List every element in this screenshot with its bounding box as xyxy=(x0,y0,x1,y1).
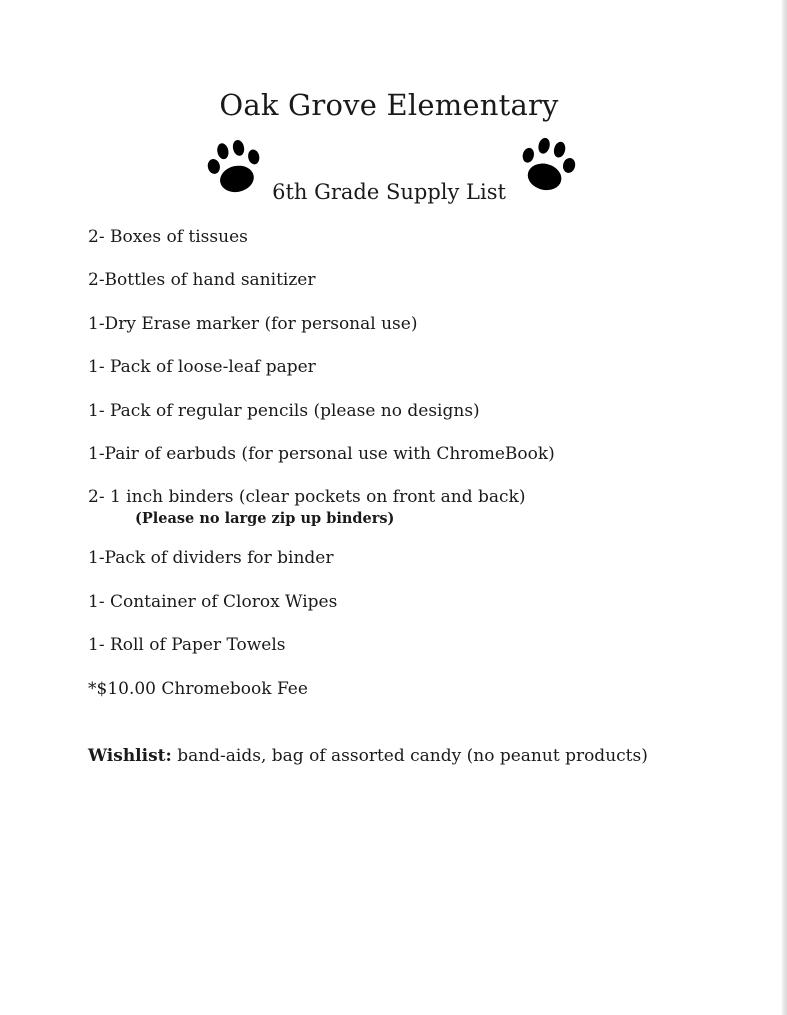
supply-item xyxy=(88,634,748,656)
supply-item xyxy=(88,547,748,569)
supply-item xyxy=(88,443,748,465)
wishlist xyxy=(88,745,648,767)
supply-item xyxy=(88,486,748,530)
supply-item-text: 1-Pair of earbuds (for personal use with ChromeBook) xyxy=(88,443,555,464)
supply-item-text: 1- Pack of regular pencils (please no designs) xyxy=(88,400,480,421)
supply-list xyxy=(88,226,748,721)
supply-item-text: *$10.00 Chromebook Fee xyxy=(88,678,308,699)
wishlist-label: Wishlist: xyxy=(88,746,172,766)
supply-item xyxy=(88,400,748,422)
supply-item xyxy=(88,678,748,700)
supply-item-text: 1- Roll of Paper Towels xyxy=(88,635,286,656)
supply-item-note: (Please no large zip up binders) xyxy=(135,510,395,528)
supply-item xyxy=(88,269,748,291)
supply-item-text: 1- Pack of loose-leaf paper xyxy=(88,357,316,378)
supply-item-text: 1-Dry Erase marker (for personal use) xyxy=(88,313,418,334)
supply-item-text: 1- Container of Clorox Wipes xyxy=(88,591,338,612)
page-edge-shadow xyxy=(781,0,787,1015)
supply-item-text: 1-Pack of dividers for binder xyxy=(88,548,334,569)
supply-item-text: 2- Boxes of tissues xyxy=(88,227,248,247)
supply-item-text: 2- 1 inch binders (clear pockets on front and back) xyxy=(88,487,526,508)
supply-item-text: 2-Bottles of hand sanitizer xyxy=(88,270,316,291)
supply-item xyxy=(88,591,748,613)
supply-item xyxy=(88,356,748,378)
wishlist-text: band-aids, bag of assorted candy (no peanut products) xyxy=(171,746,648,766)
supply-item xyxy=(88,226,748,248)
supply-list-subtitle: 6th Grade Supply List xyxy=(272,180,506,204)
supply-item xyxy=(88,313,748,335)
school-title: Oak Grove Elementary xyxy=(219,88,559,122)
